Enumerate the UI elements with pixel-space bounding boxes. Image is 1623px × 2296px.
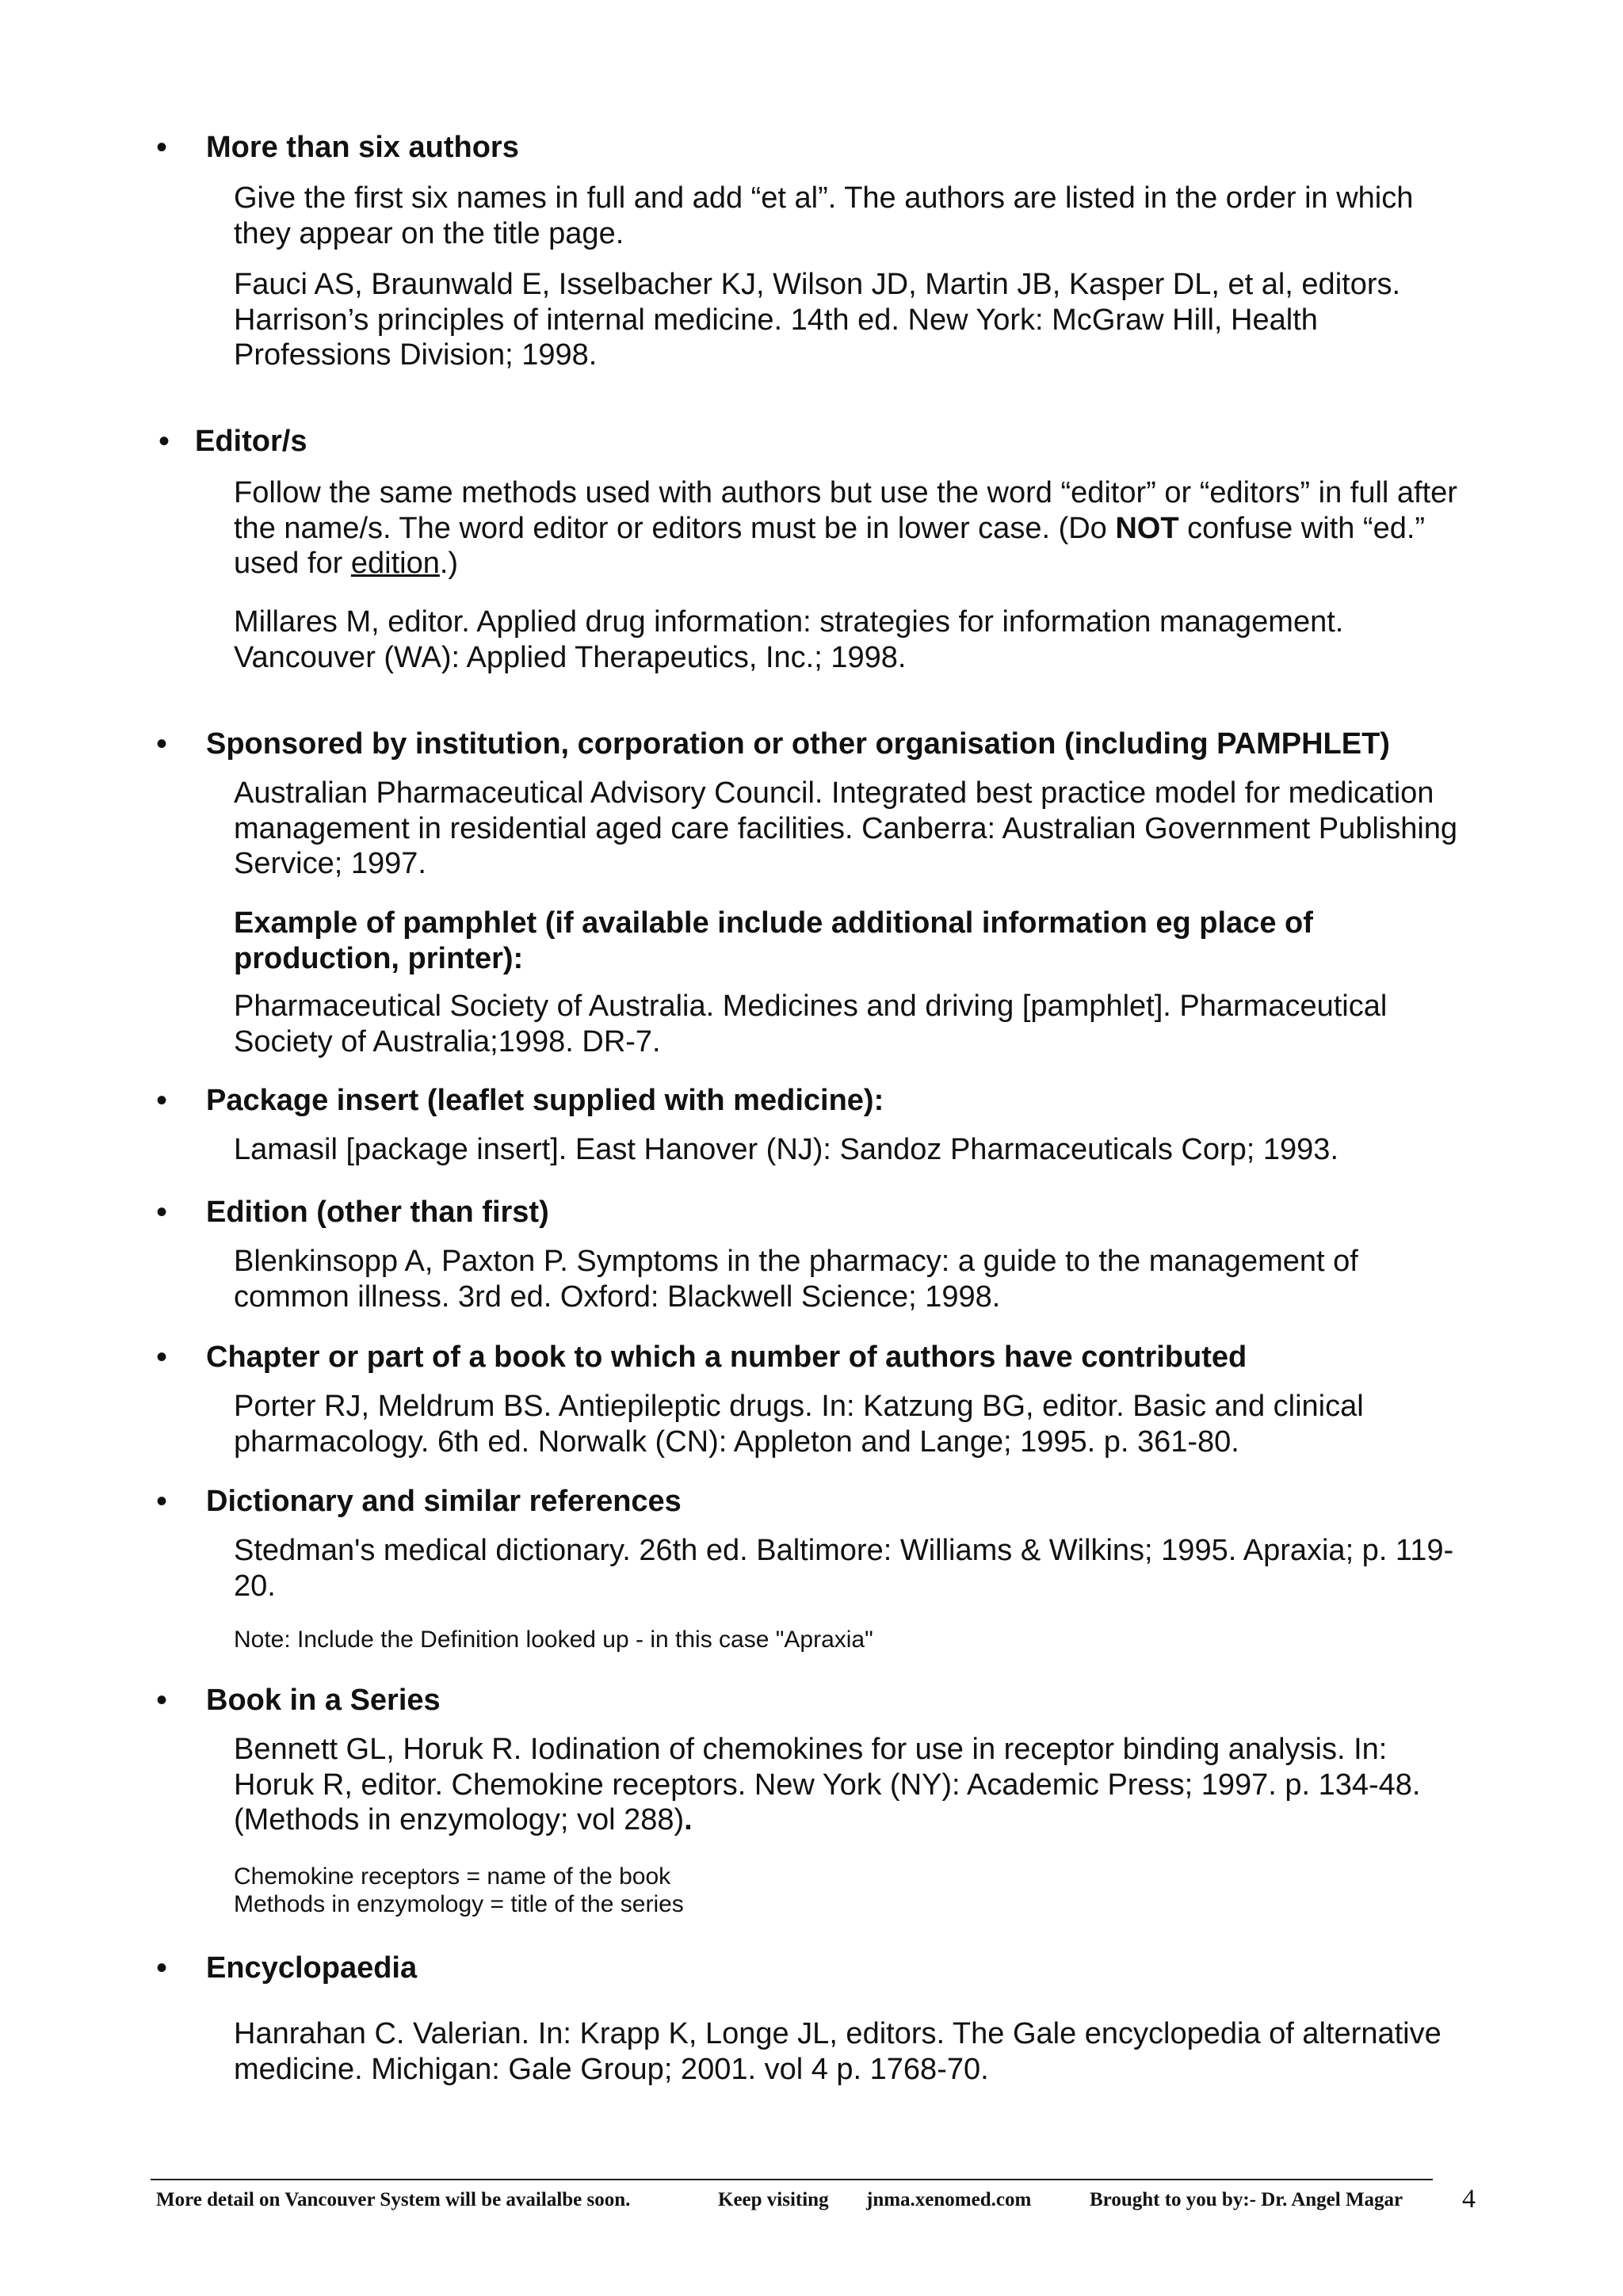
note-text: Note: Include the Definition looked up - in this case "Apraxia" (234, 1627, 873, 1653)
section-heading: Editor/s (195, 425, 307, 458)
text-run: Follow the same methods used with authors but use the word “editor” or “editors” in full after the name/s. The word editor or editors must be in lower case. (Do (234, 476, 1457, 545)
reference-example: Australian Pharmaceutical Advisory Council. Integrated best practice model for medication management in residential aged care facilities. Canberra: Australian Government Publishing Service; 1997. (234, 776, 1458, 880)
reference-example: Fauci AS, Braunwald E, Isselbacher KJ, Wilson JD, Martin JB, Kasper DL, et al, editors. Harrison’s principles of internal medicine. 14th ed. New York: McGraw Hill, Health Professions Division; 1998. (234, 268, 1401, 372)
text-run: confuse with “ed.” used for (234, 511, 1426, 580)
section-heading: Chapter or part of a book to which a number of authors have contributed (206, 1341, 1247, 1374)
text-run: Bennett GL, Horuk R. Iodination of chemokines for use in receptor binding analysis. In: Horuk R, editor. Chemokine receptors. New York (NY): Academic Press; 1997. p. 134-48. (Methods in enzymology; vol 288) (234, 1733, 1421, 1836)
section-heading: Sponsored by institution, corporation or other organisation (including PAMPHLET) (206, 727, 1390, 761)
reference-example: Millares M, editor. Applied drug information: strategies for information management. Vancouver (WA): Applied Therapeutics, Inc.; 1998. (234, 605, 1344, 674)
footer-notice: More detail on Vancouver System will be availalbe soon. (156, 2189, 631, 2210)
bullet-icon: • (156, 1195, 168, 1230)
page-number: 4 (1462, 2184, 1476, 2214)
paragraph (234, 475, 1470, 582)
bullet-icon: • (156, 1484, 168, 1519)
footer-divider (151, 2179, 1433, 2180)
reference-example: Porter RJ, Meldrum BS. Antiepileptic drugs. In: Katzung BG, editor. Basic and clinical pharmacology. 6th ed. Norwalk (CN): Appleton and Lange; 1995. p. 361-80. (234, 1390, 1364, 1459)
bullet-icon: • (156, 1083, 168, 1118)
emphasis-text: NOT (1115, 511, 1179, 545)
emphasis-text: . (684, 1803, 693, 1836)
note-text: Chemokine receptors = name of the book (234, 1863, 671, 1890)
section-heading: Dictionary and similar references (206, 1485, 682, 1518)
footer-keep-visiting: Keep visiting (718, 2189, 829, 2210)
reference-example (234, 1732, 1470, 1838)
bullet-icon: • (156, 1951, 168, 1985)
reference-example: Pharmaceutical Society of Australia. Medicines and driving [pamphlet]. Pharmaceutical Society of Australia;1998. DR-7. (234, 990, 1388, 1058)
section-heading: More than six authors (206, 131, 519, 164)
reference-example: Blenkinsopp A, Paxton P. Symptoms in the pharmacy: a guide to the management of common illness. 3rd ed. Oxford: Blackwell Science; 1998. (234, 1245, 1358, 1314)
footer-credit: Brought to you by:- Dr. Angel Magar (1090, 2189, 1403, 2210)
reference-example: Hanrahan C. Valerian. In: Krapp K, Longe JL, editors. The Gale encyclopedia of alternative medicine. Michigan: Gale Group; 2001. vol 4 p. 1768-70. (234, 2017, 1442, 2086)
section-heading: Edition (other than first) (206, 1196, 549, 1229)
bullet-icon: • (156, 1683, 168, 1718)
section-heading: Package insert (leaflet supplied with medicine): (206, 1084, 884, 1117)
bullet-icon: • (156, 1340, 168, 1375)
reference-example: Stedman's medical dictionary. 26th ed. Baltimore: Williams & Wilkins; 1995. Apraxia; p. 119-20. (234, 1534, 1454, 1603)
bullet-icon: • (156, 130, 168, 165)
bullet-icon: • (156, 727, 168, 761)
bullet-icon: • (158, 424, 170, 459)
section-heading: Book in a Series (206, 1684, 441, 1717)
section-heading: Encyclopaedia (206, 1951, 418, 1985)
note-text: Methods in enzymology = title of the series (234, 1891, 684, 1917)
text-run: .) (439, 547, 459, 580)
footer-site-link[interactable]: jnma.xenomed.com (866, 2189, 1032, 2210)
reference-example: Lamasil [package insert]. East Hanover (NJ): Sandoz Pharmaceuticals Corp; 1993. (234, 1133, 1338, 1166)
subheading: Example of pamphlet (if available include additional information eg place of production, printer): (234, 906, 1313, 975)
paragraph: Give the first six names in full and add “et al”. The authors are listed in the order in which they appear on the title page. (234, 181, 1414, 250)
underlined-text: edition (350, 547, 440, 580)
